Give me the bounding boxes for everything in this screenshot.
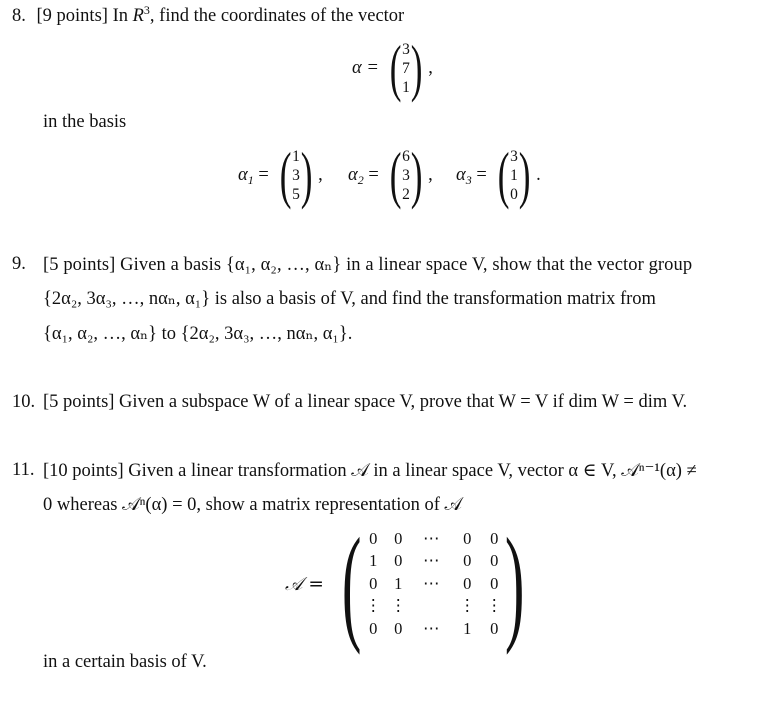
alpha1-label: $\alpha_1$ = (238, 164, 269, 187)
matrix-cell: ⋮ (389, 596, 407, 616)
alpha1-vector (238, 139, 323, 210)
alpha3-label: $\alpha_3$ = (456, 164, 487, 187)
alpha-entries (402, 40, 410, 97)
alpha-entry: 7 (402, 59, 410, 77)
matrix-cell: 0 (490, 528, 499, 548)
alpha2-vector (348, 139, 433, 210)
right-paren: ) (518, 139, 531, 210)
problem-11-line-2: 0 whereas 𝒜ⁿ(α) = 0, show a matrix representation of 𝒜 (43, 495, 463, 515)
alpha-tail: , (428, 57, 433, 78)
problem-11-line-1: [10 points] Given a linear transformation 𝒜 in a linear space V, vector α ∈ V, 𝒜ⁿ⁻¹(α) ≠ (43, 461, 697, 481)
matrix-a (285, 512, 536, 656)
basis-text: in the basis (43, 112, 127, 132)
problem-11-number: 11. (12, 460, 35, 480)
right-paren: ) (410, 32, 423, 103)
alpha1-tail: , (318, 164, 323, 185)
left-paren: ( (497, 139, 510, 210)
matrix-cell: ⋮ (485, 596, 503, 616)
alpha3-vector (456, 139, 541, 210)
matrix-cell: 0 (394, 618, 403, 638)
matrix-cell: 1 (463, 618, 472, 638)
matrix-cell: ⋯ (422, 618, 440, 638)
matrix-cell: 0 (394, 551, 403, 571)
left-paren: ( (389, 32, 402, 103)
right-paren: ) (410, 139, 423, 210)
matrix-cell: 0 (369, 573, 378, 593)
alpha3-entries (510, 147, 518, 204)
matrix-cell: ⋯ (422, 528, 440, 548)
alpha2-entry: 2 (402, 185, 410, 203)
problem-11-closing: in a certain basis of V. (43, 652, 207, 672)
alpha3-entry: 1 (510, 166, 518, 184)
matrix-cell: 1 (369, 551, 378, 571)
r-symbol: R (132, 6, 144, 26)
left-paren: ( (341, 512, 362, 656)
matrix-cell: 0 (463, 528, 472, 548)
problem-9-line-2: {2α₂, 3α₃, …, nαₙ, α₁} is also a basis of V, and find the transformation matrix from (43, 289, 656, 309)
matrix-cell: 0 (490, 618, 499, 638)
alpha-entry: 1 (402, 78, 410, 96)
alpha2-label: $\alpha_2$ = (348, 164, 379, 187)
problem-9-number: 9. (12, 254, 26, 274)
matrix-cell: 0 (463, 551, 472, 571)
alpha-label: α = (352, 57, 379, 78)
matrix-cell: 0 (463, 573, 472, 593)
problem-10-number: 10. (12, 392, 36, 412)
matrix-cell: 0 (490, 573, 499, 593)
problem-8-header (12, 3, 405, 27)
matrix-cell: ⋮ (458, 596, 476, 616)
alpha2-tail: , (428, 164, 433, 185)
alpha3-entry: 0 (510, 185, 518, 203)
alpha1-entry: 5 (292, 185, 300, 203)
matrix-cell: ⋯ (422, 551, 440, 571)
matrix-cell: ⋯ (422, 573, 440, 593)
problem-8-text-a: In (112, 6, 128, 26)
alpha3-tail: . (536, 164, 541, 185)
problem-8-points: [9 points] (36, 6, 108, 26)
matrix-cell: 1 (394, 573, 403, 593)
alpha1-entry: 3 (292, 166, 300, 184)
left-paren: ( (279, 139, 292, 210)
problem-9-line-1: [5 points] Given a basis {α₁, α₂, …, αₙ} in a linear space V, show that the vector group (43, 255, 693, 275)
alpha-vector (352, 32, 433, 103)
alpha2-entries (402, 147, 410, 204)
alpha1-entries (292, 147, 300, 204)
alpha1-entry: 1 (292, 147, 300, 165)
problem-8-text-b: , find the coordinates of the vector (149, 6, 405, 26)
matrix-cell: 0 (490, 551, 499, 571)
right-paren: ) (505, 512, 525, 656)
r-exponent: 3 (143, 3, 150, 17)
alpha3-entry: 3 (510, 147, 518, 165)
matrix-cell: 0 (369, 528, 378, 548)
problem-9-line-3: {α₁, α₂, …, αₙ} to {2α₂, 3α₃, …, nαₙ, α₁}. (43, 324, 353, 344)
alpha2-entry: 3 (402, 166, 410, 184)
alpha2-entry: 6 (402, 147, 410, 165)
matrix-cell (411, 595, 451, 618)
matrix-grid (361, 528, 505, 641)
matrix-cell: 0 (369, 618, 378, 638)
right-paren: ) (300, 139, 313, 210)
alpha-entry: 3 (402, 40, 410, 58)
matrix-cell: 0 (394, 528, 403, 548)
matrix-cell: ⋮ (364, 596, 382, 616)
problem-8-number: 8. (12, 6, 26, 26)
problem-10-line-1: [5 points] Given a subspace W of a linear space V, prove that W = V if dim W = dim V. (43, 392, 688, 412)
left-paren: ( (389, 139, 402, 210)
matrix-label: 𝒜 = (285, 573, 324, 595)
